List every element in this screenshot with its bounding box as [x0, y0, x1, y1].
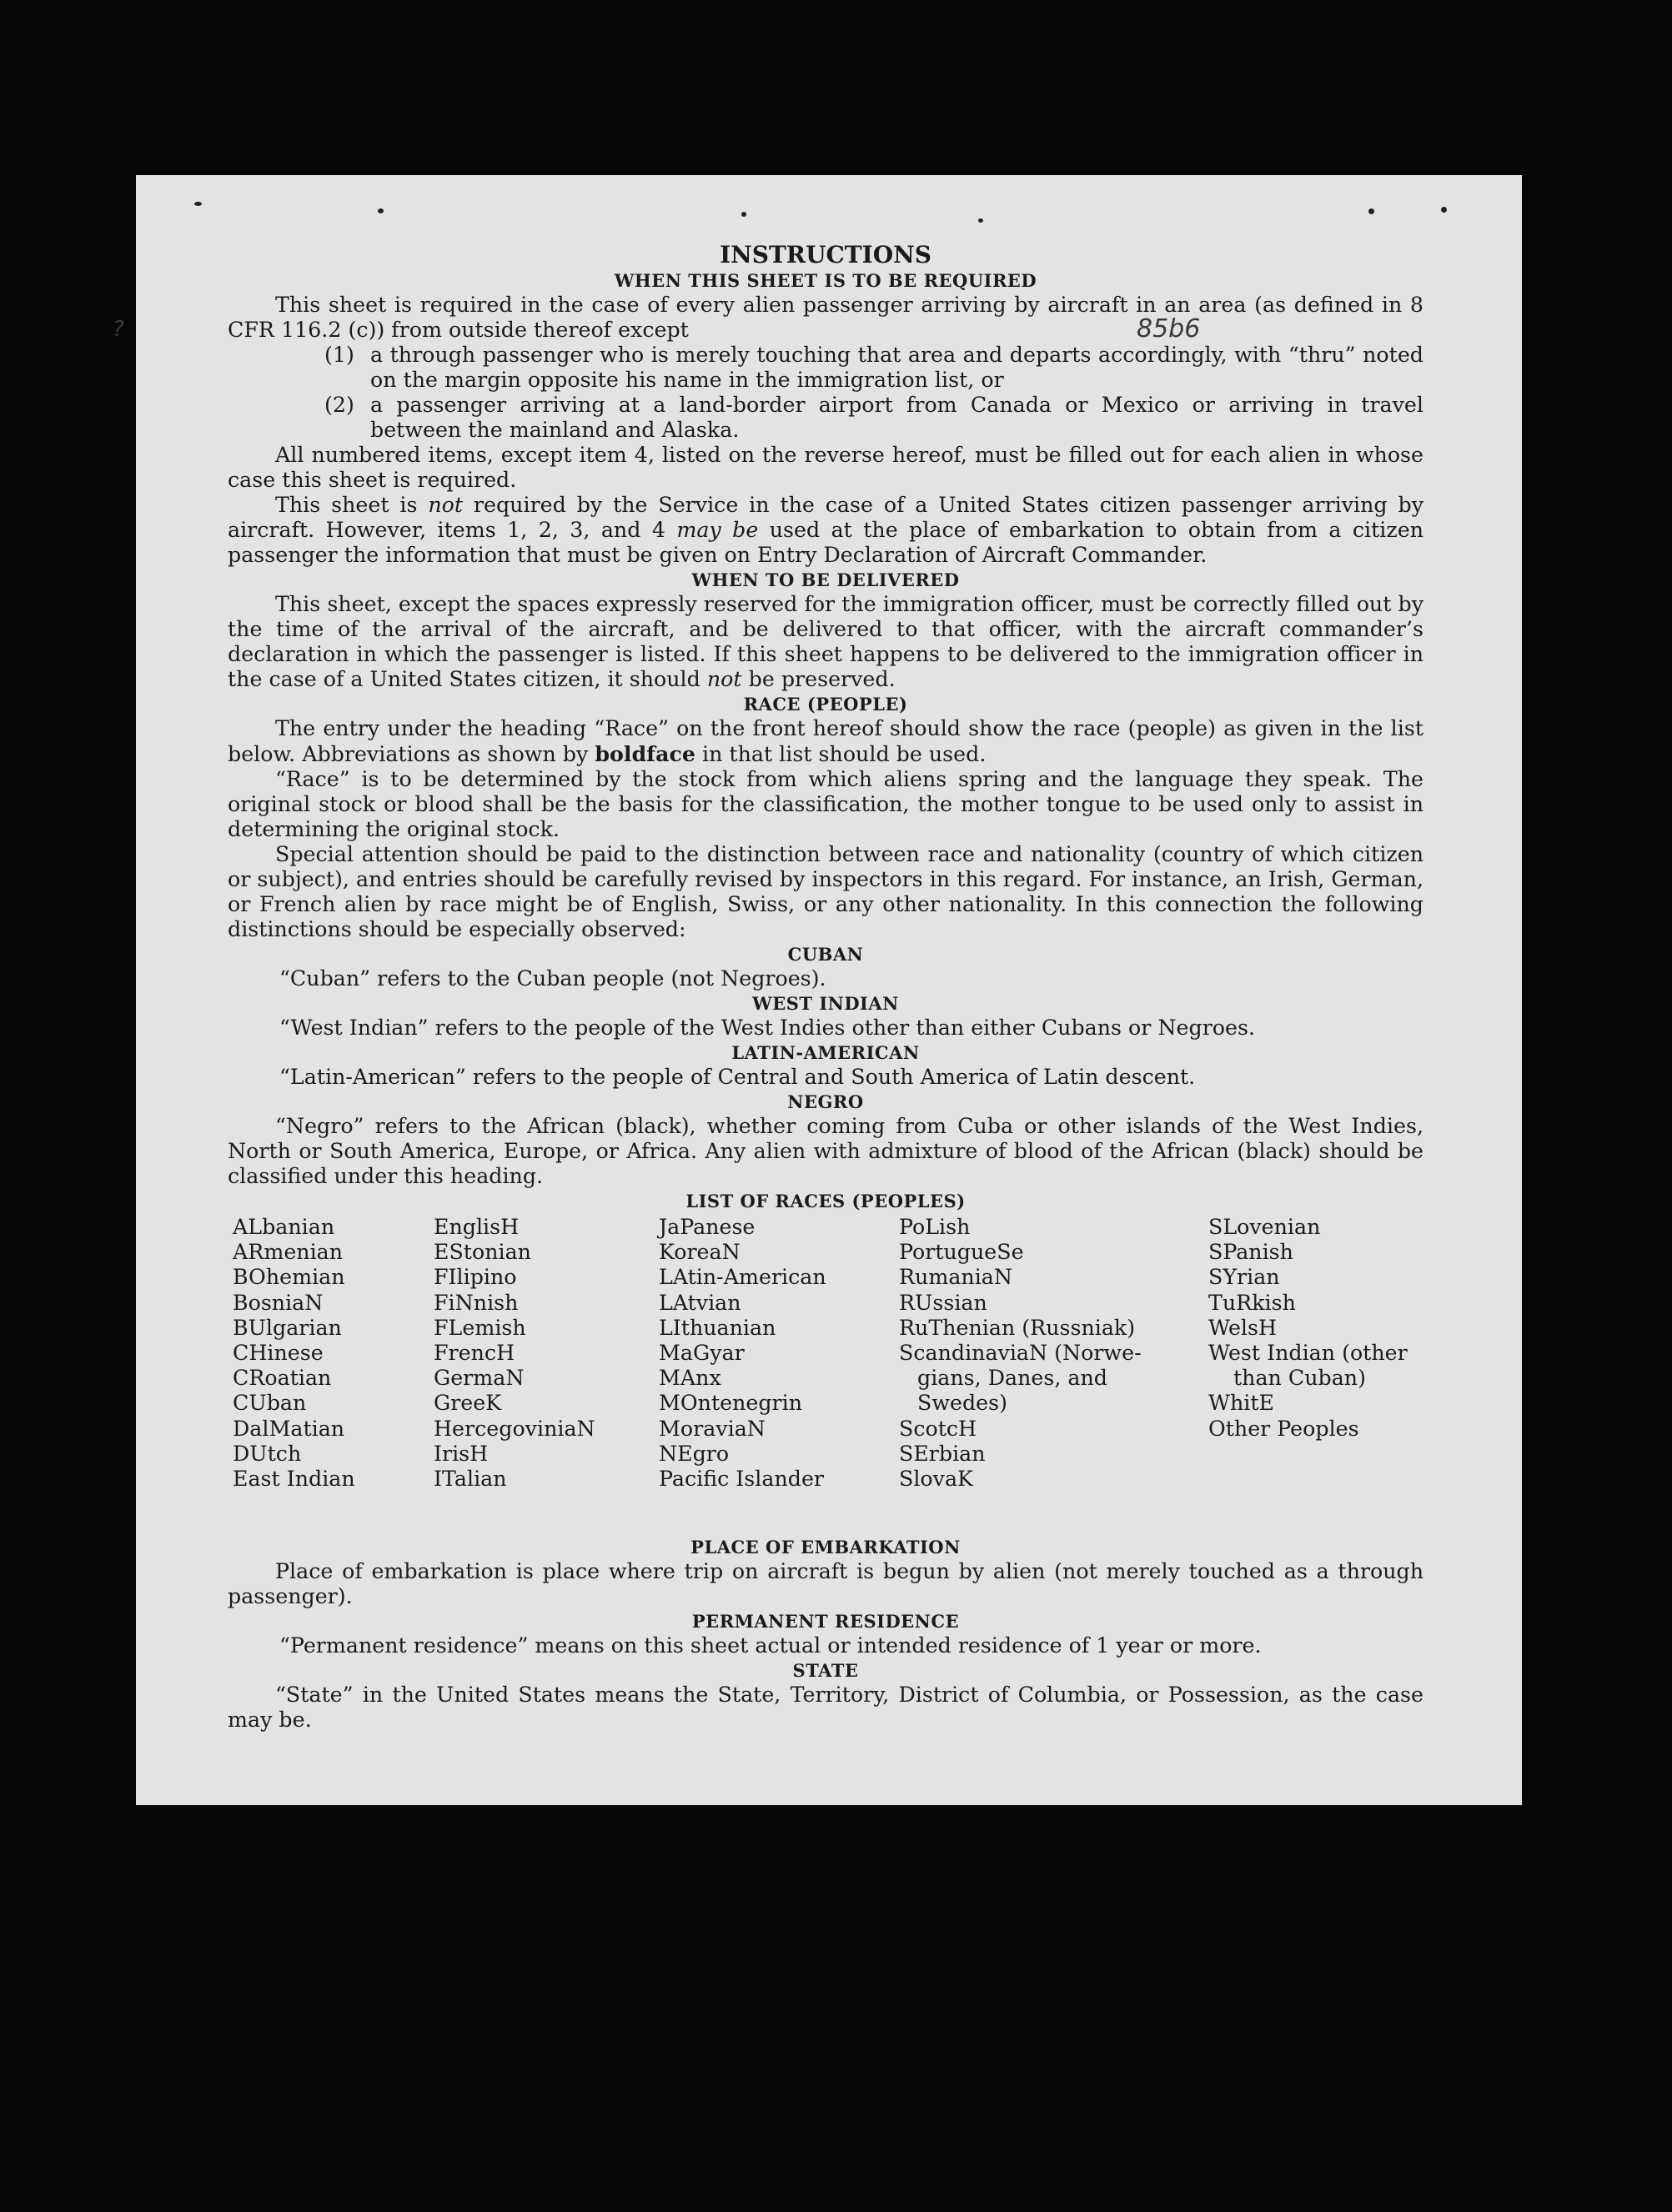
race-name-rest: tin-American: [687, 1265, 826, 1290]
race-name: IT: [434, 1467, 454, 1492]
race-name: ES: [434, 1240, 464, 1265]
race-name: DalMatian: [233, 1416, 345, 1441]
race-name: GreeK: [434, 1391, 502, 1416]
race-name-rest: tonian: [463, 1240, 531, 1265]
race-name-rest: oatian: [264, 1366, 332, 1391]
exception-text: a passenger arriving at a land-border airport from Canada or Mexico or arriving in travel between the mainland and Alaska.: [370, 393, 1423, 442]
heading-delivered: WHEN TO BE DELIVERED: [691, 569, 960, 590]
race-name-rest: ntenegrin: [697, 1391, 803, 1416]
heading-race: RACE (PEOPLE): [743, 694, 908, 715]
west-indian-text: “West Indian” refers to the people of the West Indies other than either Cubans or Negroes.: [279, 1016, 1256, 1040]
race-name: Bosnia: [233, 1290, 305, 1315]
race-entry: [434, 1291, 595, 1316]
race-entry: [1208, 1291, 1408, 1316]
race-paragraph: The entry under the heading “Race” on the front hereof should show the race (people) as given in the list below. Abbreviations as shown by boldface in that list should be used.: [228, 716, 1423, 766]
race-name: SY: [1208, 1265, 1238, 1290]
race-name: LA: [659, 1265, 688, 1290]
scan-speck: [1441, 207, 1447, 213]
race-name: AL: [233, 1215, 263, 1239]
race-name-rest: gians, Danes, and: [917, 1366, 1107, 1391]
race-name: SL: [1208, 1215, 1238, 1239]
race-column: [659, 1215, 826, 1492]
race-name: MoraviaN: [659, 1416, 766, 1441]
race-name-rest: ovenian: [1237, 1215, 1321, 1239]
race-name-rest: ban: [266, 1391, 307, 1416]
required-intro: This sheet is required in the case of every alien passenger arriving by aircraft in an area (as defined in 8 CFR 116.2 (c)) from outside thereof except: [228, 293, 1423, 342]
race-entry: [899, 1366, 1142, 1391]
race-name: TuRkish: [1208, 1290, 1296, 1315]
race-entry: [434, 1391, 595, 1416]
race-name: BO: [233, 1265, 266, 1290]
race-name: HercegoviniaN: [434, 1416, 595, 1441]
race-paragraph: Special attention should be paid to the distinction between race and nationality (country of which citizen or subject), and entries should be carefully revised by inspectors in this regard. For instance, an Irish, German, or French alien by race might be of English, Swiss, or any other nationality. In this connection the following distinctions should be especially observed:: [228, 842, 1423, 941]
instruction-sheet: [113, 175, 1522, 1805]
race-entry: [233, 1391, 355, 1416]
race-name: SlovaK: [899, 1467, 973, 1492]
race-entry: [1208, 1240, 1408, 1265]
race-name: PoLish: [899, 1215, 971, 1239]
race-name-rest: banian: [262, 1215, 335, 1239]
race-name: WelsH: [1208, 1315, 1278, 1340]
race-name: ScotcH: [899, 1416, 977, 1441]
race-entry: [659, 1316, 826, 1341]
state-text: “State” in the United States means the State, Territory, District of Columbia, or Possession, as the case may be.: [228, 1683, 1423, 1732]
race-entry: [434, 1265, 595, 1290]
race-entry: [899, 1391, 1142, 1416]
race-name: FI: [434, 1265, 457, 1290]
embarkation-text: Place of embarkation is place where trip on aircraft is begun by alien (not merely touched as a through passenger).: [228, 1559, 1423, 1608]
race-name-rest: inese: [267, 1341, 324, 1366]
race-name: BU: [233, 1315, 266, 1340]
race-name: LA: [659, 1290, 688, 1315]
exception-text: a through passenger who is merely touching that area and departs accordingly, with “thru” noted on the margin opposite his name in the immigration list, or: [370, 343, 1423, 392]
items-note: All numbered items, except item 4, listed on the reverse hereof, must be filled out for each alien in whose case this sheet is required.: [228, 443, 1423, 492]
race-paragraph: “Race” is to be determined by the stock from which aliens spring and the language they speak. The original stock or blood shall be the basis for the classification, the mother tongue to be used only to assist in determining the original stock.: [228, 767, 1423, 841]
race-name: SP: [1208, 1240, 1237, 1265]
heading-residence: PERMANENT RESIDENCE: [691, 1611, 960, 1632]
race-entry: [659, 1291, 826, 1316]
scan-speck: [1368, 208, 1374, 214]
race-name: RumaniaN: [899, 1265, 1013, 1290]
race-entry: [233, 1240, 355, 1265]
race-entry: [899, 1240, 1142, 1265]
race-entry: [1208, 1341, 1408, 1366]
race-entry: [899, 1341, 1142, 1366]
race-name: DU: [233, 1441, 268, 1466]
race-name: WhitE: [1208, 1391, 1275, 1416]
race-name-rest: nx: [695, 1366, 721, 1391]
race-entry: [659, 1467, 826, 1492]
race-name-rest: menian: [264, 1240, 344, 1265]
citizen-note: This sheet is not required by the Service in the case of a United States citizen passenger arriving by aircraft. However, items 1, 2, 3, and 4 may be used at the place of embarkation to obtain from a citizen passenger the information that must be given on Entry Declaration of Aircraft Commander.: [228, 493, 1423, 567]
race-name: RU: [899, 1290, 933, 1315]
race-column: [434, 1215, 595, 1492]
race-entry: [1208, 1265, 1408, 1290]
race-entry: [233, 1215, 355, 1240]
race-name-rest: Swedes): [917, 1391, 1007, 1416]
race-name: EnglisH: [434, 1215, 520, 1239]
residence-text: “Permanent residence” means on this sheet actual or intended residence of 1 year or more.: [279, 1633, 1262, 1658]
race-name: ScandinaviaN: [899, 1341, 1048, 1366]
latin-american-text: “Latin-American” refers to the people of Central and South America of Latin descent.: [279, 1065, 1196, 1089]
race-name-rest: alian: [454, 1467, 507, 1492]
race-entry: [659, 1265, 826, 1290]
delivered-text: This sheet, except the spaces expressly reserved for the immigration officer, must be correctly filled out by the time of the arrival of the aircraft, and be delivered to that officer, with the aircraft commander’s declaration in which the passenger is listed. If this sheet happens to be delivered to the immigration officer in the case of a United States citizen, it should not be preserved.: [228, 592, 1423, 691]
heading-race-list: LIST OF RACES (PEOPLES): [685, 1191, 966, 1211]
race-entry: [434, 1442, 595, 1467]
race-entry: [1208, 1215, 1408, 1240]
exception-item: [228, 343, 1423, 393]
race-name: SE: [899, 1441, 929, 1466]
race-entry: [899, 1291, 1142, 1316]
race-name: Pacific Islander: [659, 1467, 825, 1492]
heading-west-indian: WEST INDIAN: [752, 993, 899, 1014]
race-name: MA: [659, 1366, 696, 1391]
race-entry: [233, 1265, 355, 1290]
heading-cuban: CUBAN: [787, 944, 864, 965]
race-name: KoreaN: [659, 1240, 741, 1265]
race-entry: [659, 1215, 826, 1240]
race-name-rest: ssian: [932, 1290, 987, 1315]
race-name: NE: [659, 1441, 693, 1466]
race-entry: [434, 1215, 595, 1240]
race-entry: [899, 1467, 1142, 1492]
race-name-rest: lipino: [456, 1265, 517, 1290]
race-name-rest: thuanian: [680, 1315, 776, 1340]
race-name: RuThenian: [899, 1315, 1016, 1340]
heading-state: STATE: [792, 1660, 859, 1681]
race-name-rest: tvian: [687, 1290, 741, 1315]
race-name-rest: (Russniak): [1015, 1315, 1136, 1340]
scan-speck: [741, 212, 746, 217]
race-entry: [659, 1341, 826, 1366]
race-entry: [233, 1366, 355, 1391]
race-name: MO: [659, 1391, 698, 1416]
race-entry: [659, 1391, 826, 1416]
race-name-rest: hemian: [265, 1265, 345, 1290]
page-title: INSTRUCTIONS: [720, 241, 931, 268]
race-entry: [434, 1417, 595, 1442]
exception-number: (1): [324, 343, 354, 367]
race-entry: [659, 1442, 826, 1467]
race-entry: [899, 1265, 1142, 1290]
race-entry: [233, 1467, 355, 1492]
race-name: IrisH: [434, 1441, 489, 1466]
race-name: FiNnish: [434, 1290, 519, 1315]
race-name-rest: (other: [1335, 1341, 1408, 1366]
race-name: GermaN: [434, 1366, 525, 1391]
race-name: FL: [434, 1315, 463, 1340]
race-entry: [899, 1215, 1142, 1240]
race-entry: [1208, 1316, 1408, 1341]
race-name-rest: rbian: [928, 1441, 986, 1466]
race-name: FrencH: [434, 1341, 515, 1366]
heading-negro: NEGRO: [787, 1091, 864, 1112]
race-list: [228, 1215, 1423, 1535]
exception-item: [228, 393, 1423, 443]
race-entry: [1208, 1391, 1408, 1416]
race-column: [233, 1215, 355, 1492]
race-name-rest: than Cuban): [1233, 1366, 1366, 1391]
race-name-rest: tch: [267, 1441, 302, 1466]
heading-required: WHEN THIS SHEET IS TO BE REQUIRED: [614, 270, 1037, 291]
race-name: CU: [233, 1391, 267, 1416]
race-entry: [233, 1341, 355, 1366]
race-entry: [233, 1417, 355, 1442]
margin-handwriting: ?: [113, 317, 124, 342]
race-name: East Indian: [233, 1467, 355, 1492]
cuban-text: “Cuban” refers to the Cuban people (not Negroes).: [279, 966, 826, 991]
race-entry: [899, 1417, 1142, 1442]
race-entry: [1208, 1417, 1408, 1442]
exception-number: (2): [324, 393, 354, 417]
race-column: [899, 1215, 1142, 1492]
race-name-rest: rian: [1237, 1265, 1280, 1290]
race-name: JaPanese: [659, 1215, 756, 1239]
margin-handwriting-note: 85b6: [1137, 314, 1201, 344]
race-name: LI: [659, 1315, 681, 1340]
heading-embarkation: PLACE OF EMBARKATION: [690, 1537, 961, 1557]
race-entry: [1208, 1366, 1408, 1391]
race-entry: [233, 1442, 355, 1467]
race-entry: [899, 1316, 1142, 1341]
race-name-rest: anish: [1236, 1240, 1293, 1265]
race-entry: [434, 1316, 595, 1341]
scan-speck: [378, 208, 384, 213]
race-entry: [233, 1316, 355, 1341]
race-entry: [899, 1442, 1142, 1467]
race-column: [1208, 1215, 1408, 1442]
race-name: PortugueSe: [899, 1240, 1024, 1265]
race-entry: [434, 1341, 595, 1366]
race-name-rest: emish: [462, 1315, 526, 1340]
race-name-rest: (Norwe-: [1047, 1341, 1142, 1366]
race-name: West Indian: [1208, 1341, 1336, 1366]
race-entry: [434, 1366, 595, 1391]
race-entry: [434, 1240, 595, 1265]
race-name: CR: [233, 1366, 265, 1391]
race-entry: [659, 1366, 826, 1391]
race-entry: [659, 1417, 826, 1442]
race-name: Other Peoples: [1208, 1416, 1359, 1441]
negro-text: “Negro” refers to the African (black), whether coming from Cuba or other islands of the West Indies, North or South America, Europe, or Africa. Any alien with admixture of blood of the African (black) should be classified under this heading.: [228, 1114, 1423, 1188]
race-name: CH: [233, 1341, 268, 1366]
race-name-rest: N: [304, 1290, 324, 1315]
race-entry: [434, 1467, 595, 1492]
race-name: MaGyar: [659, 1341, 745, 1366]
race-entry: [233, 1291, 355, 1316]
scan-speck: [194, 202, 202, 206]
race-name-rest: gro: [692, 1441, 730, 1466]
race-name: AR: [233, 1240, 264, 1265]
race-entry: [659, 1240, 826, 1265]
scan-speck: [978, 218, 983, 223]
race-name-rest: lgarian: [265, 1315, 342, 1340]
heading-latin-american: LATIN-AMERICAN: [731, 1042, 920, 1063]
